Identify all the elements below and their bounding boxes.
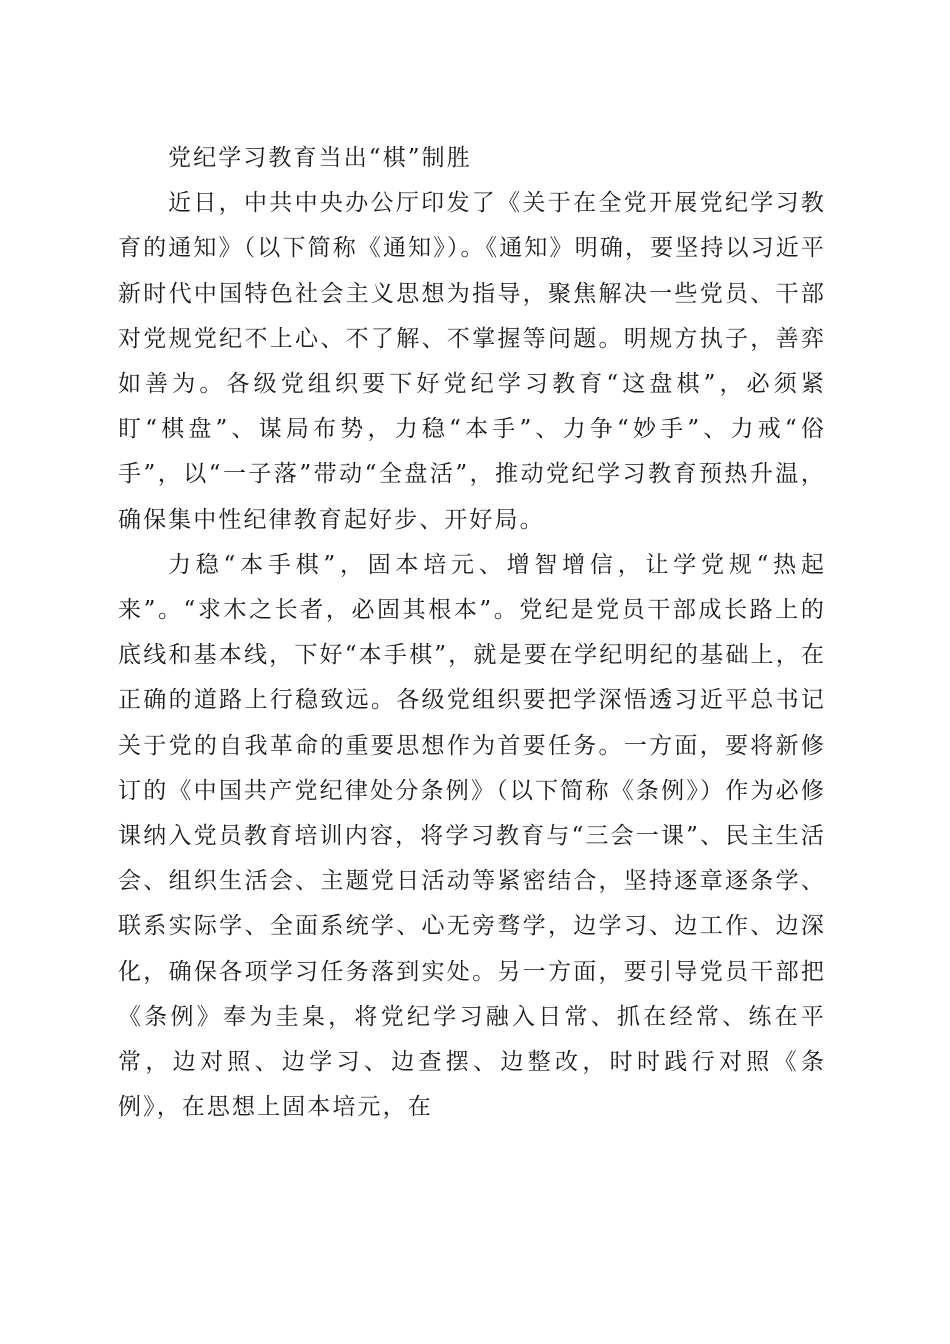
document-body — [118, 136, 826, 1130]
paragraph: 近日，中共中央办公厅印发了《关于在全党开展党纪学习教育的通知》（以下简称《通知》）。《通知》明确，要坚持以习近平新时代中国特色社会主义思想为指导，聚焦解决一些党员、干部对党规党纪不上心、不了解、不掌握等问题。明规方执子，善弈如善为。各级党组织要下好党纪学习教育“这盘棋”，必须紧盯“棋盘”、谋局布势，力稳“本手”、力争“妙手”、力戒“俗手”，以“一子落”带动“全盘活”，推动党纪学习教育预热升温，确保集中性纪律教育起好步、开好局。 — [118, 190, 826, 533]
document-title: 党纪学习教育当出“棋”制胜 — [168, 145, 472, 171]
paragraph: 力稳“本手棋”，固本培元、增智增信，让学党规“热起来”。“求木之长者，必固其根本”。党纪是党员干部成长路上的底线和基本线，下好“本手棋”，就是要在学纪明纪的基础上，在正确的道路上行稳致远。各级党组织要把学深悟透习近平总书记关于党的自我革命的重要思想作为首要任务。一方面，要将新修订的《中国共产党纪律处分条例》（以下简称《条例》）作为必修课纳入党员教育培训内容，将学习教育与“三会一课”、民主生活会、组织生活会、主题党日活动等紧密结合，坚持逐章逐条学、联系实际学、全面系统学、心无旁骛学，边学习、边工作、边深化，确保各项学习任务落到实处。另一方面，要引导党员干部把《条例》奉为圭臬，将党纪学习融入日常、抓在经常、练在平常，边对照、边学习、边查摆、边整改，时时践行对照《条例》，在思想上固本培元，在 — [118, 551, 826, 1121]
